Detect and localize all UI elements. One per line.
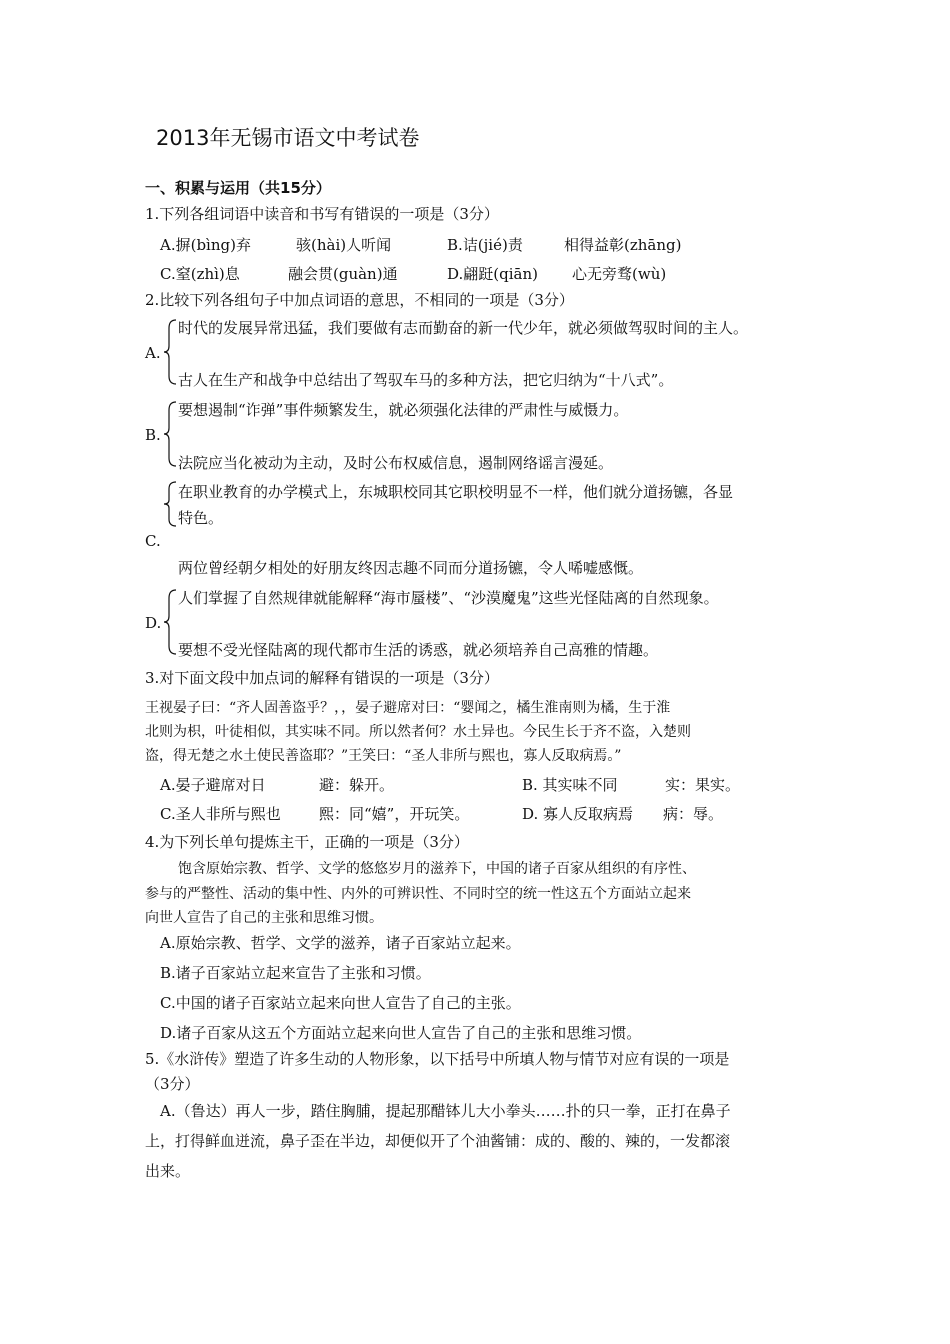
q2-sentence-c1a: 在职业教育的办学模式上，东城职校同其它职校明显不一样，他们就分道扬镳，各显 bbox=[178, 483, 734, 501]
q2-stem: 2.比较下列各组句子中加点词语的意思，不相同的一项是（3分） bbox=[145, 291, 574, 309]
q1-option-d1: D.翩跹(qiān) bbox=[447, 265, 538, 283]
q3-option-c: C.圣人非所与熙也 bbox=[160, 805, 281, 823]
q2-sentence-c2: 两位曾经朝夕相处的好朋友终因志趣不同而分道扬镳，令人唏嘘感慨。 bbox=[178, 559, 644, 577]
q1-option-b1: B.诘(jié)责 bbox=[447, 236, 523, 254]
q4-passage-line3: 向世人宣告了自己的主张和思维习惯。 bbox=[145, 910, 383, 926]
q2-sentence-d2: 要想不受光怪陆离的现代都市生活的诱惑，就必须培养自己高雅的情趣。 bbox=[178, 641, 659, 659]
q4-passage-line2: 参与的严整性、活动的集中性、内外的可辨识性、不同时空的统一性这五个方面站立起来 bbox=[145, 886, 691, 902]
q1-option-c2: 融会贯(guàn)通 bbox=[288, 265, 398, 283]
q3-passage-line1: 王视晏子曰：“齐人固善盗乎？，，晏子避席对曰：“婴闻之，橘生淮南则为橘，生于淮 bbox=[145, 700, 671, 716]
q5-stem-line1: 5.《水浒传》塑造了许多生动的人物形象，以下括号中所填人物与情节对应有误的一项是 bbox=[145, 1050, 730, 1068]
q4-option-a: A.原始宗教、哲学、文学的滋养，诸子百家站立起来。 bbox=[160, 934, 521, 952]
q5-option-a-line2: 上，打得鲜血迸流，鼻子歪在半边，却便似开了个油酱铺：成的、酸的、辣的，一发都滚 bbox=[145, 1132, 731, 1150]
q3-option-a-gloss: 避：躲开。 bbox=[319, 776, 395, 794]
page-title: 2013年无锡市语文中考试卷 bbox=[156, 126, 420, 150]
q5-option-a-line1: A.（鲁达）再人一步，踏住胸脯，提起那醋钵儿大小拳头……扑的只一拳，正打在鼻子 bbox=[160, 1102, 731, 1120]
q3-option-d-gloss: 病：辱。 bbox=[663, 805, 724, 823]
q1-option-c1: C.窒(zhì)息 bbox=[160, 265, 240, 283]
q4-option-d: D.诸子百家从这五个方面站立起来向世人宣告了自己的主张和思维习惯。 bbox=[160, 1024, 642, 1042]
q2-option-d-label: D. bbox=[145, 614, 162, 632]
q1-option-d2: 心无旁骛(wù) bbox=[572, 265, 667, 283]
q2-option-c-label: C. bbox=[145, 532, 161, 550]
q3-passage-line3: 盗，得无楚之水土使民善盗耶？”王笑曰：“圣人非所与熙也，寡人反取病焉。” bbox=[145, 748, 622, 764]
q1-stem: 1.下列各组词语中读音和书写有错误的一项是（3分） bbox=[145, 205, 499, 223]
q3-option-d: D. 寡人反取病焉 bbox=[522, 805, 634, 823]
q3-passage-line2: 北则为枳，叶徒相似，其实味不同。所以然者何？水土异也。今民生长于齐不盗，入楚则 bbox=[145, 724, 691, 740]
q3-stem: 3.对下面文段中加点词的解释有错误的一项是（3分） bbox=[145, 669, 499, 687]
q2-sentence-c1b: 特色。 bbox=[178, 509, 224, 527]
q3-option-a: A.晏子避席对日 bbox=[160, 776, 266, 794]
q3-option-b-gloss: 实：果实。 bbox=[665, 776, 741, 794]
q4-option-b: B.诸子百家站立起来宣告了主张和习惯。 bbox=[160, 964, 431, 982]
section-heading: 一、积累与运用（共15分） bbox=[145, 179, 331, 197]
q5-stem-line2: （3分） bbox=[145, 1075, 200, 1093]
q2-option-a-label: A. bbox=[145, 344, 161, 362]
q2-sentence-a1: 时代的发展异常迅猛，我们要做有志而勤奋的新一代少年，就必须做驾驭时间的主人。 bbox=[178, 319, 749, 337]
q3-option-b: B. 其实味不同 bbox=[522, 776, 618, 794]
q2-option-b-label: B. bbox=[145, 426, 161, 444]
q4-stem: 4.为下列长单句提炼主干，正确的一项是（3分） bbox=[145, 833, 469, 851]
q5-option-a-line3: 出来。 bbox=[145, 1162, 191, 1180]
q3-option-c-gloss: 熙：同“嬉”，开玩笑。 bbox=[319, 805, 470, 823]
q2-sentence-d1: 人们掌握了自然规律就能解释“海市蜃楼”、“沙漠魔鬼”这些光怪陆离的自然现象。 bbox=[178, 589, 719, 607]
q4-passage-line1: 饱含原始宗教、哲学、文学的悠悠岁月的滋养下，中国的诸子百家从组织的有序性、 bbox=[178, 861, 696, 877]
q1-option-b2: 相得益彰(zhāng) bbox=[564, 236, 682, 254]
q1-option-a2: 骇(hài)人听闻 bbox=[296, 236, 392, 254]
q2-sentence-b1: 要想遏制“诈弹”事件频繁发生，就必须强化法律的严肃性与威慑力。 bbox=[178, 401, 629, 419]
q2-sentence-b2: 法院应当化被动为主动，及时公布权威信息，遏制网络谣言漫延。 bbox=[178, 454, 614, 472]
q4-option-c: C.中国的诸子百家站立起来向世人宣告了自己的主张。 bbox=[160, 994, 521, 1012]
q2-sentence-a2: 古人在生产和战争中总结出了驾驭车马的多种方法，把它归纳为“十八式”。 bbox=[178, 371, 674, 389]
q1-option-a1: A.摒(bìng)弃 bbox=[160, 236, 251, 254]
